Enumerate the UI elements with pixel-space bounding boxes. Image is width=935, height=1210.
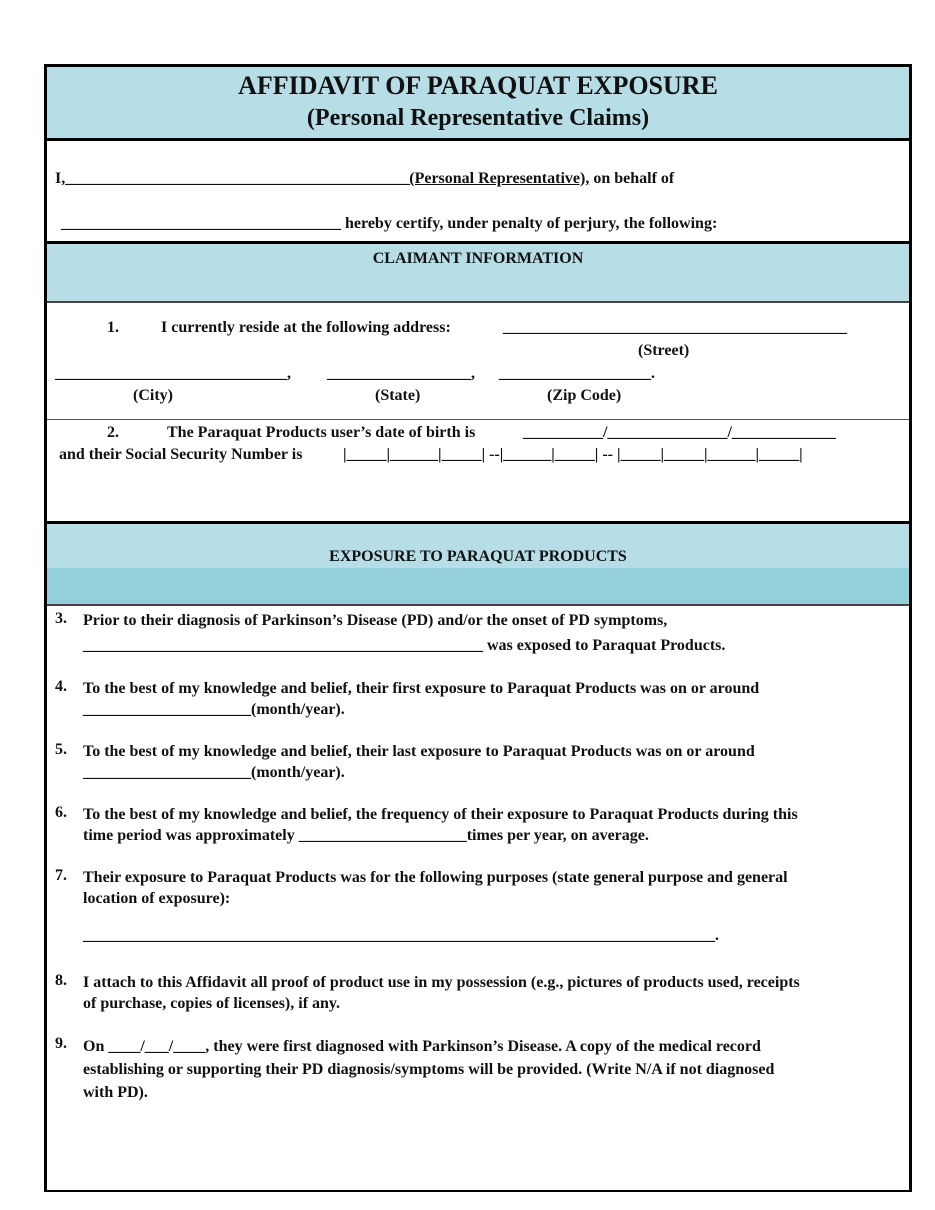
ssn-field[interactable]: |_____|______|_____| --|______|_____| -- |_____|_____|______|_____|	[343, 446, 803, 463]
item-5-line-1: To the best of my knowledge and belief, their last exposure to Paraquat Products was on or around	[83, 743, 755, 760]
item-text	[83, 804, 905, 846]
item-number: 9.	[55, 1035, 67, 1052]
exposure-items	[47, 606, 909, 1190]
form-subtitle: (Personal Representative Claims)	[306, 105, 650, 131]
exposure-header-band	[47, 568, 909, 606]
zip-label: (Zip Code)	[547, 387, 622, 404]
city-field[interactable]: _____________________________,	[55, 365, 291, 382]
certification-intro	[47, 141, 909, 244]
intro-suffix: on behalf of	[589, 170, 675, 187]
item-3-line-1: Prior to their diagnosis of Parkinson’s Disease (PD) and/or the onset of PD symptoms,	[83, 612, 668, 629]
first-exposure-field[interactable]: _____________________(month/year).	[83, 701, 345, 718]
exposure-heading: EXPOSURE TO PARAQUAT PRODUCTS	[329, 548, 627, 565]
ssn-prompt: and their Social Security Number is	[59, 446, 303, 463]
item-text	[83, 678, 905, 720]
state-label: (State)	[375, 387, 421, 404]
exposure-purpose-field[interactable]: _______________________________________________________________________________.	[83, 927, 719, 944]
item-text	[83, 867, 905, 946]
item-number: 7.	[55, 867, 67, 884]
address-item-number: 1.	[107, 319, 119, 336]
item-number: 6.	[55, 804, 67, 821]
certify-text: hereby certify, under penalty of perjury, the following:	[341, 215, 718, 232]
address-prompt: I currently reside at the following address:	[161, 319, 451, 336]
dob-ssn-section	[47, 420, 909, 524]
item-number: 4.	[55, 678, 67, 695]
personal-representative-field[interactable]	[65, 170, 589, 187]
affidavit-form	[44, 64, 912, 1192]
form-title: AFFIDAVIT OF PARAQUAT EXPOSURE	[238, 71, 718, 100]
item-7-line-2: location of exposure):	[83, 890, 231, 907]
item-text	[83, 610, 905, 656]
dob-prompt: The Paraquat Products user’s date of birth is	[167, 424, 476, 441]
item-text	[83, 972, 905, 1014]
city-label: (City)	[133, 387, 173, 404]
item-8-line-1: I attach to this Affidavit all proof of product use in my possession (e.g., pictures of products used, receipts	[83, 974, 800, 991]
diagnosis-date-line[interactable]: On ____/___/____, they were first diagnosed with Parkinson’s Disease. A copy of the medical record	[83, 1038, 761, 1055]
item-number: 5.	[55, 741, 67, 758]
item-text	[83, 1035, 905, 1104]
claimant-information-header	[47, 244, 909, 303]
dob-field[interactable]: __________/_______________/_____________	[523, 424, 836, 441]
intro-line-1	[55, 170, 674, 188]
item-number: 3.	[55, 610, 67, 627]
item-4-line-1: To the best of my knowledge and belief, their first exposure to Paraquat Products was on or around	[83, 680, 760, 697]
form-title-header	[47, 67, 909, 141]
item-9-line-3: with PD).	[83, 1084, 148, 1101]
last-exposure-field[interactable]: _____________________(month/year).	[83, 764, 345, 781]
zip-field[interactable]: ___________________.	[499, 365, 655, 382]
dob-item-number: 2.	[107, 424, 119, 441]
exposure-header	[47, 524, 909, 568]
street-field[interactable]: ___________________________________________	[503, 319, 847, 336]
item-6-line-1: To the best of my knowledge and belief, the frequency of their exposure to Paraquat Products during this	[83, 806, 798, 823]
item-7-line-1: Their exposure to Paraquat Products was for the following purposes (state general purpose and general	[83, 869, 788, 886]
address-section	[47, 303, 909, 420]
item-number: 8.	[55, 972, 67, 989]
item-text	[83, 741, 905, 783]
intro-prefix: I,	[55, 170, 66, 187]
state-field[interactable]: __________________,	[327, 365, 475, 382]
exposure-frequency-field[interactable]: time period was approximately _____________________times per year, on average.	[83, 827, 649, 844]
item-9-line-2: establishing or supporting their PD diagnosis/symptoms will be provided. (Write N/A if not diagnosed	[83, 1061, 775, 1078]
decedent-name-field[interactable]: ___________________________________	[61, 215, 341, 232]
claimant-information-heading: CLAIMANT INFORMATION	[372, 250, 584, 267]
street-label: (Street)	[638, 342, 690, 359]
personal-representative-blank[interactable]: ___________________________________________	[65, 170, 410, 187]
item-8-line-2: of purchase, copies of licenses), if any.	[83, 995, 341, 1012]
personal-representative-label: (Personal Representative),	[409, 170, 590, 187]
intro-line-2	[61, 215, 717, 233]
exposed-person-field[interactable]: __________________________________________________ was exposed to Paraquat Products.	[83, 637, 726, 654]
